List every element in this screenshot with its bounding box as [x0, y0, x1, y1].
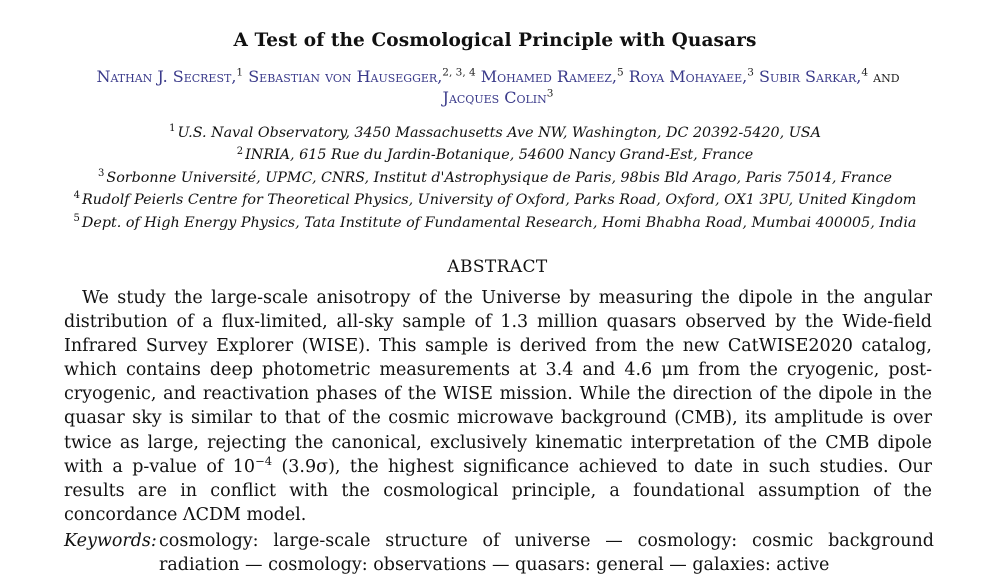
affiliation-text: Sorbonne Université, UPMC, CNRS, Institut d'Astrophysique de Paris, 98bis Bld Arago, Paris 75014, France [106, 169, 892, 186]
author-name: Subir Sarkar, [759, 67, 862, 86]
affiliation-line [0, 144, 990, 166]
author-affil-mark: 4 [861, 66, 869, 79]
affiliation-text: U.S. Naval Observatory, 3450 Massachusetts Ave NW, Washington, DC 20392-5420, USA [177, 125, 821, 141]
abstract-heading: ABSTRACT [447, 257, 548, 277]
author-name: Sebastian von Hausegger, [248, 67, 443, 86]
affiliation-text: INRIA, 615 Rue du Jardin-Botanique, 54600 Nancy Grand-Est, France [245, 147, 754, 164]
affiliation-mark: 4 [73, 190, 80, 202]
author-affil-mark: 1 [236, 66, 244, 79]
paper-title: A Test of the Cosmological Principle with Quasars [233, 30, 757, 51]
author-affil-mark: 2, 3, 4 [442, 66, 476, 79]
author-name: Jacques Colin [442, 88, 547, 107]
author-name: Nathan J. Secrest, [96, 67, 237, 86]
author-affil-mark: 3 [747, 66, 754, 79]
author-conjunction: and [873, 67, 900, 86]
abstract-text: (3.9σ), the highest significance achieved to date in such studies. Our results are in conflict with the cosmological principle, a foundational assumption of the concordance ΛCDM model. [64, 456, 932, 525]
author-list [10, 66, 986, 108]
keywords-text: cosmology: large-scale structure of universe — cosmology: cosmic background radiation — cosmology: observations — quasars: general — galaxies: active [159, 531, 934, 575]
abstract-text: We study the large-scale anisotropy of the Universe by measuring the dipole in the angular distribution of a flux-limited, all-sky sample of 1.3 million quasars observed by the Wide-field Infrared Survey Explorer (WISE). This sample is derived from the new CatWISE2020 catalog, which contains deep photometric measurements at 3.4 and 4.6 μm from the cryogenic, post-cryogenic, and reactivation phases of the WISE mission. While the direction of the dipole in the quasar sky is similar to that of the cosmic microwave background (CMB), its amplitude is over twice as large, rejecting the canonical, exclusively kinematic interpretation of the CMB dipole with a p-value of 10 [64, 288, 932, 477]
keywords-label: Keywords: [64, 531, 157, 551]
affiliation-line [0, 122, 990, 144]
affiliation-mark: 3 [98, 168, 105, 180]
p-value-exponent: −4 [255, 453, 273, 468]
author-name: Mohamed Rameez, [480, 67, 617, 86]
affiliation-mark: 5 [73, 212, 80, 224]
affiliation-mark: 2 [236, 145, 244, 157]
author-affil-mark: 5 [616, 66, 624, 79]
affiliation-text: Rudolf Peierls Centre for Theoretical Physics, University of Oxford, Parks Road, Oxford, OX1 3PU, United Kingdom [81, 192, 917, 209]
affiliation-line [0, 167, 990, 189]
affiliation-list [0, 122, 990, 234]
author-affil-mark: 3 [546, 87, 554, 100]
affiliation-mark: 1 [169, 123, 176, 135]
abstract-body [64, 286, 932, 527]
affiliation-text: Dept. of High Energy Physics, Tata Institute of Fundamental Research, Homi Bhabha Road, Mumbai 400005, India [81, 214, 917, 231]
affiliation-line [0, 212, 990, 234]
affiliation-line [0, 189, 990, 211]
author-name: Roya Mohayaee, [628, 67, 748, 86]
